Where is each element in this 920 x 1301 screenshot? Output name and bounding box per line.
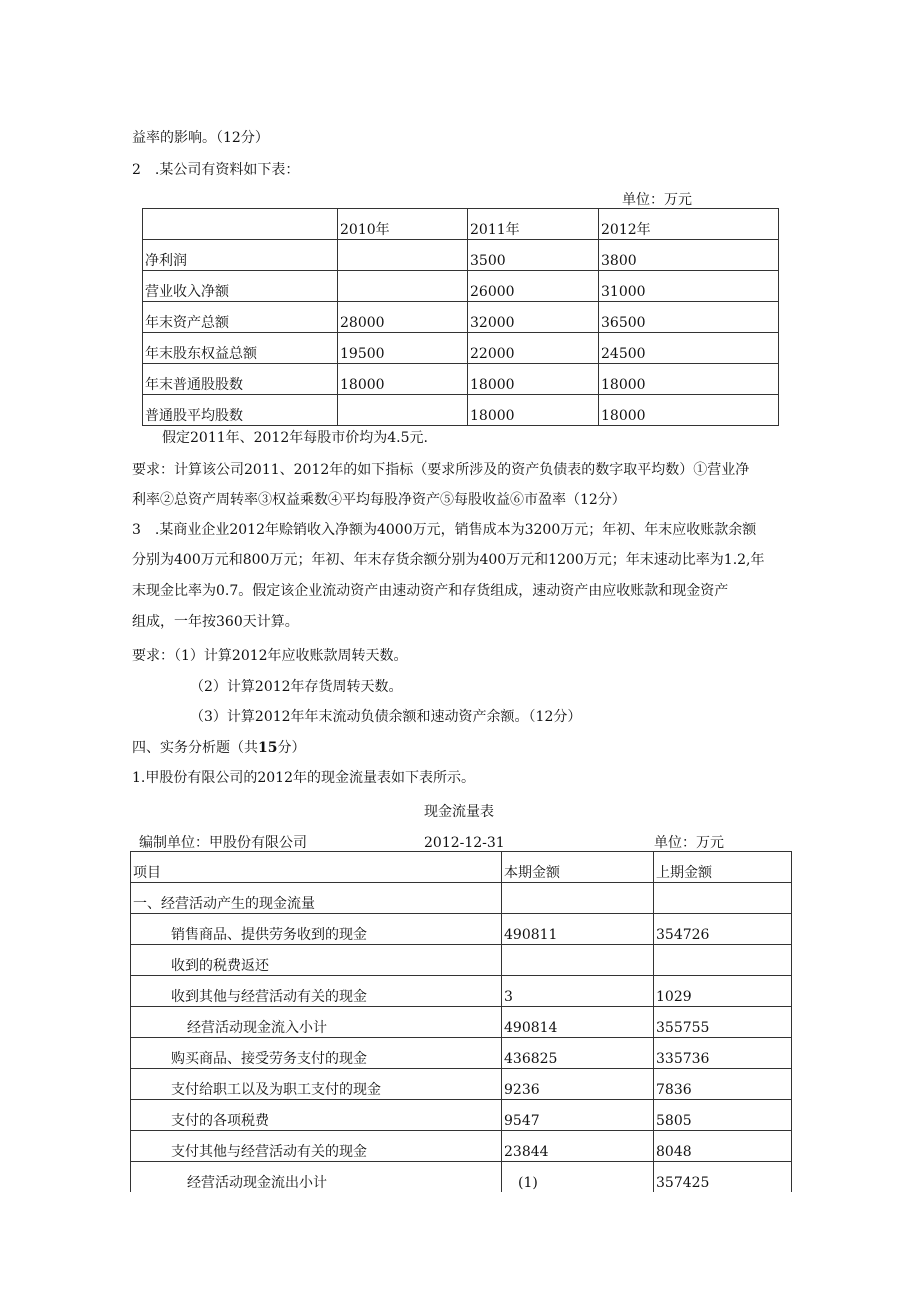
section-heading-suffix: 分）	[277, 740, 306, 756]
table-row	[131, 976, 792, 1007]
row-item: 收到其他与经营活动有关的现金	[131, 976, 502, 1007]
table-row	[131, 1162, 792, 1193]
cell-2011: 32000	[468, 302, 599, 333]
q3-requirement-3: （3）计算2012年年末流动负债余额和速动资产余额。（12分）	[190, 709, 582, 725]
q3-requirement-2: （2）计算2012年存货周转天数。	[190, 679, 403, 695]
table-row	[143, 240, 779, 271]
section-heading-points: 15	[258, 740, 278, 756]
cell-2011: 3500	[468, 240, 599, 271]
q2-unit: 单位：万元	[622, 192, 692, 208]
table-row	[143, 395, 779, 426]
row-previous: 1029	[654, 976, 792, 1007]
financial-data-table	[142, 208, 779, 426]
row-current: 9547	[502, 1100, 654, 1131]
row-label: 净利润	[143, 240, 338, 271]
row-item: 一、经营活动产生的现金流量	[131, 883, 502, 914]
row-label: 营业收入净额	[143, 271, 338, 302]
row-label: 年末股东权益总额	[143, 333, 338, 364]
row-previous: 357425	[654, 1162, 792, 1193]
row-previous: 354726	[654, 914, 792, 945]
table-row	[131, 945, 792, 976]
row-previous	[654, 945, 792, 976]
row-item: 支付给职工以及为职工支付的现金	[131, 1069, 502, 1100]
table-row	[131, 1131, 792, 1162]
header-cell	[143, 209, 338, 240]
cell-2011: 18000	[468, 364, 599, 395]
table-row	[131, 1100, 792, 1131]
row-current: 436825	[502, 1038, 654, 1069]
row-label: 年末普通股股数	[143, 364, 338, 395]
table-row	[143, 271, 779, 302]
row-previous: 7836	[654, 1069, 792, 1100]
cell-2010	[338, 395, 468, 426]
cell-2012: 31000	[599, 271, 779, 302]
q3-requirement-1: 要求：（1）计算2012年应收账款周转天数。	[132, 648, 408, 664]
cell-2012: 24500	[599, 333, 779, 364]
header-cell: 2011年	[468, 209, 599, 240]
table-row	[131, 1069, 792, 1100]
row-current	[502, 945, 654, 976]
cell-2011: 22000	[468, 333, 599, 364]
row-item: 经营活动现金流入小计	[131, 1007, 502, 1038]
q3-line2: 分别为400万元和800万元；年初、年末存货余额分别为400万元和1200万元；年末速动比率为1.2,年	[132, 552, 765, 568]
row-previous: 8048	[654, 1131, 792, 1162]
cell-2010: 19500	[338, 333, 468, 364]
cashflow-question-intro: 1.甲股份有限公司的2012年的现金流量表如下表所示。	[132, 770, 475, 786]
section-heading	[132, 738, 305, 758]
table-row	[131, 1007, 792, 1038]
header-previous: 上期金额	[654, 852, 792, 883]
cashflow-table-title: 现金流量表	[424, 804, 494, 820]
row-item: 销售商品、提供劳务收到的现金	[131, 914, 502, 945]
cell-2010	[338, 271, 468, 302]
row-previous: 355755	[654, 1007, 792, 1038]
q3-line4: 组成，一年按360天计算。	[132, 614, 299, 630]
q2-assumption: 假定2011年、2012年每股市价均为4.5元.	[162, 430, 428, 446]
row-current: 3	[502, 976, 654, 1007]
row-item: 购买商品、接受劳务支付的现金	[131, 1038, 502, 1069]
header-current: 本期金额	[502, 852, 654, 883]
row-item: 支付其他与经营活动有关的现金	[131, 1131, 502, 1162]
table-row	[143, 364, 779, 395]
q3-line1: 3 .某商业企业2012年赊销收入净额为4000万元，销售成本为3200万元；年初、年末应收账款余额	[132, 522, 757, 538]
row-current: 490811	[502, 914, 654, 945]
table-row	[143, 302, 779, 333]
row-current: 490814	[502, 1007, 654, 1038]
cell-2010: 18000	[338, 364, 468, 395]
row-current	[502, 883, 654, 914]
header-cell: 2012年	[599, 209, 779, 240]
row-current: 9236	[502, 1069, 654, 1100]
header-cell: 2010年	[338, 209, 468, 240]
table-header-row	[143, 209, 779, 240]
row-item: 收到的税费返还	[131, 945, 502, 976]
cashflow-table	[130, 851, 792, 1192]
cell-2011: 26000	[468, 271, 599, 302]
row-previous: 5805	[654, 1100, 792, 1131]
cell-2012: 18000	[599, 364, 779, 395]
q2-requirement-line2: 利率②总资产周转率③权益乘数④平均每股净资产⑤每股收益⑥市盈率（12分）	[132, 492, 626, 508]
row-label: 年末资产总额	[143, 302, 338, 333]
row-previous	[654, 883, 792, 914]
cell-2012: 36500	[599, 302, 779, 333]
table-row	[143, 333, 779, 364]
preparer-company: 编制单位：甲股份有限公司	[139, 835, 307, 851]
row-current: 23844	[502, 1131, 654, 1162]
section-heading-prefix: 四、实务分析题（共	[132, 740, 258, 756]
table-row	[131, 1038, 792, 1069]
cell-2011: 18000	[468, 395, 599, 426]
cell-2010: 28000	[338, 302, 468, 333]
row-previous: 335736	[654, 1038, 792, 1069]
row-label: 普通股平均股数	[143, 395, 338, 426]
cell-2012: 18000	[599, 395, 779, 426]
row-current: (1)	[502, 1162, 654, 1193]
row-item: 经营活动现金流出小计	[131, 1162, 502, 1193]
table-header-row	[131, 852, 792, 883]
header-item: 项目	[131, 852, 502, 883]
q2-requirement-line1: 要求：计算该公司2011、2012年的如下指标（要求所涉及的资产负债表的数字取平均数）①营业净	[132, 462, 750, 478]
q2-title: 2 .某公司有资料如下表：	[132, 162, 300, 178]
table-row	[131, 883, 792, 914]
intro-tail: 益率的影响。（12分）	[132, 130, 269, 146]
q3-line3: 末现金比率为0.7。假定该企业流动资产由速动资产和存货组成，速动资产由应收账款和现金资产	[132, 583, 729, 599]
table-row	[131, 914, 792, 945]
statement-date: 2012-12-31	[424, 835, 505, 851]
cell-2012: 3800	[599, 240, 779, 271]
cell-2010	[338, 240, 468, 271]
cashflow-unit: 单位：万元	[654, 835, 724, 851]
row-item: 支付的各项税费	[131, 1100, 502, 1131]
